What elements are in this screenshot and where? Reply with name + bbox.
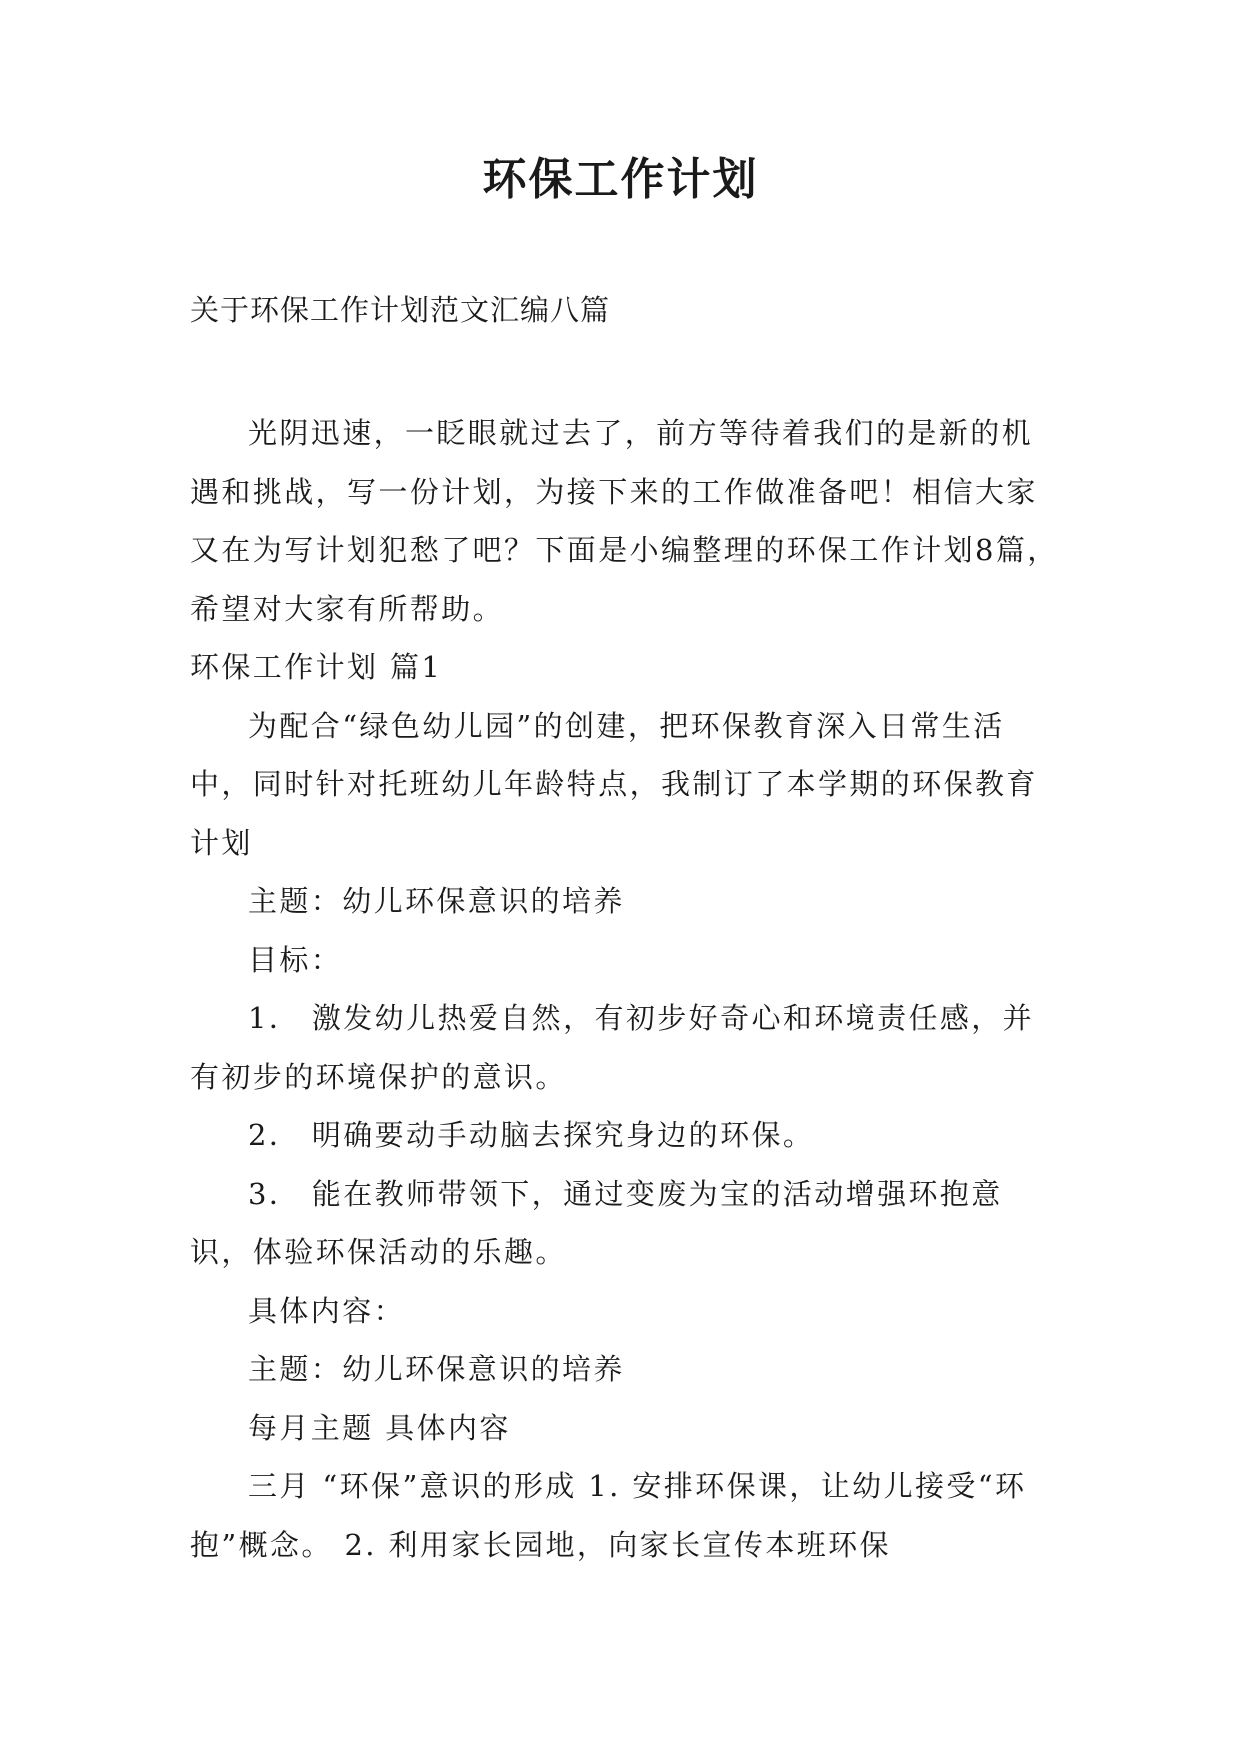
goals-heading: 目标： xyxy=(248,942,343,977)
theme-line-repeat: 主题：幼儿环保意识的培养 xyxy=(248,1352,625,1386)
monthly-row-march: 三月 “环保”意识的形成 1. 安排环保课，让幼儿接受“环抱”概念。 2. 利用家长园地，向家长宣传本班环保 xyxy=(190,1469,1027,1562)
document-body xyxy=(190,404,1060,1574)
content-heading: 具体内容： xyxy=(248,1293,406,1328)
monthly-table-header: 每月主题 具体内容 xyxy=(248,1410,511,1445)
theme-line: 主题：幼儿环保意识的培养 xyxy=(248,884,625,918)
document-subtitle: 关于环保工作计划范文汇编八篇 xyxy=(190,293,611,327)
goal-item-3: 3． 能在教师带领下，通过变废为宝的活动增强环抱意识，体验环保活动的乐趣。 xyxy=(190,1176,1003,1269)
section-heading: 环保工作计划 篇1 xyxy=(190,650,443,684)
document-title: 环保工作计划 xyxy=(482,154,759,205)
goal-item-1: 1． 激发幼儿热爱自然，有初步好奇心和环境责任感，并有初步的环境保护的意识。 xyxy=(190,1001,1035,1094)
goal-item-2: 2． 明确要动手动脑去探究身边的环保。 xyxy=(248,1118,815,1152)
body-paragraph: 为配合“绿色幼儿园”的创建，把环保教育深入日常生活中，同时针对托班幼儿年龄特点，我制订了本学期的环保教育计划 xyxy=(190,708,1038,860)
intro-paragraph: 光阴迅速，一眨眼就过去了，前方等待着我们的是新的机遇和挑战，写一份计划，为接下来的工作做准备吧！相信大家又在为写计划犯愁了吧？下面是小编整理的环保工作计划8篇，希望对大家有所帮助。 xyxy=(190,416,1059,626)
